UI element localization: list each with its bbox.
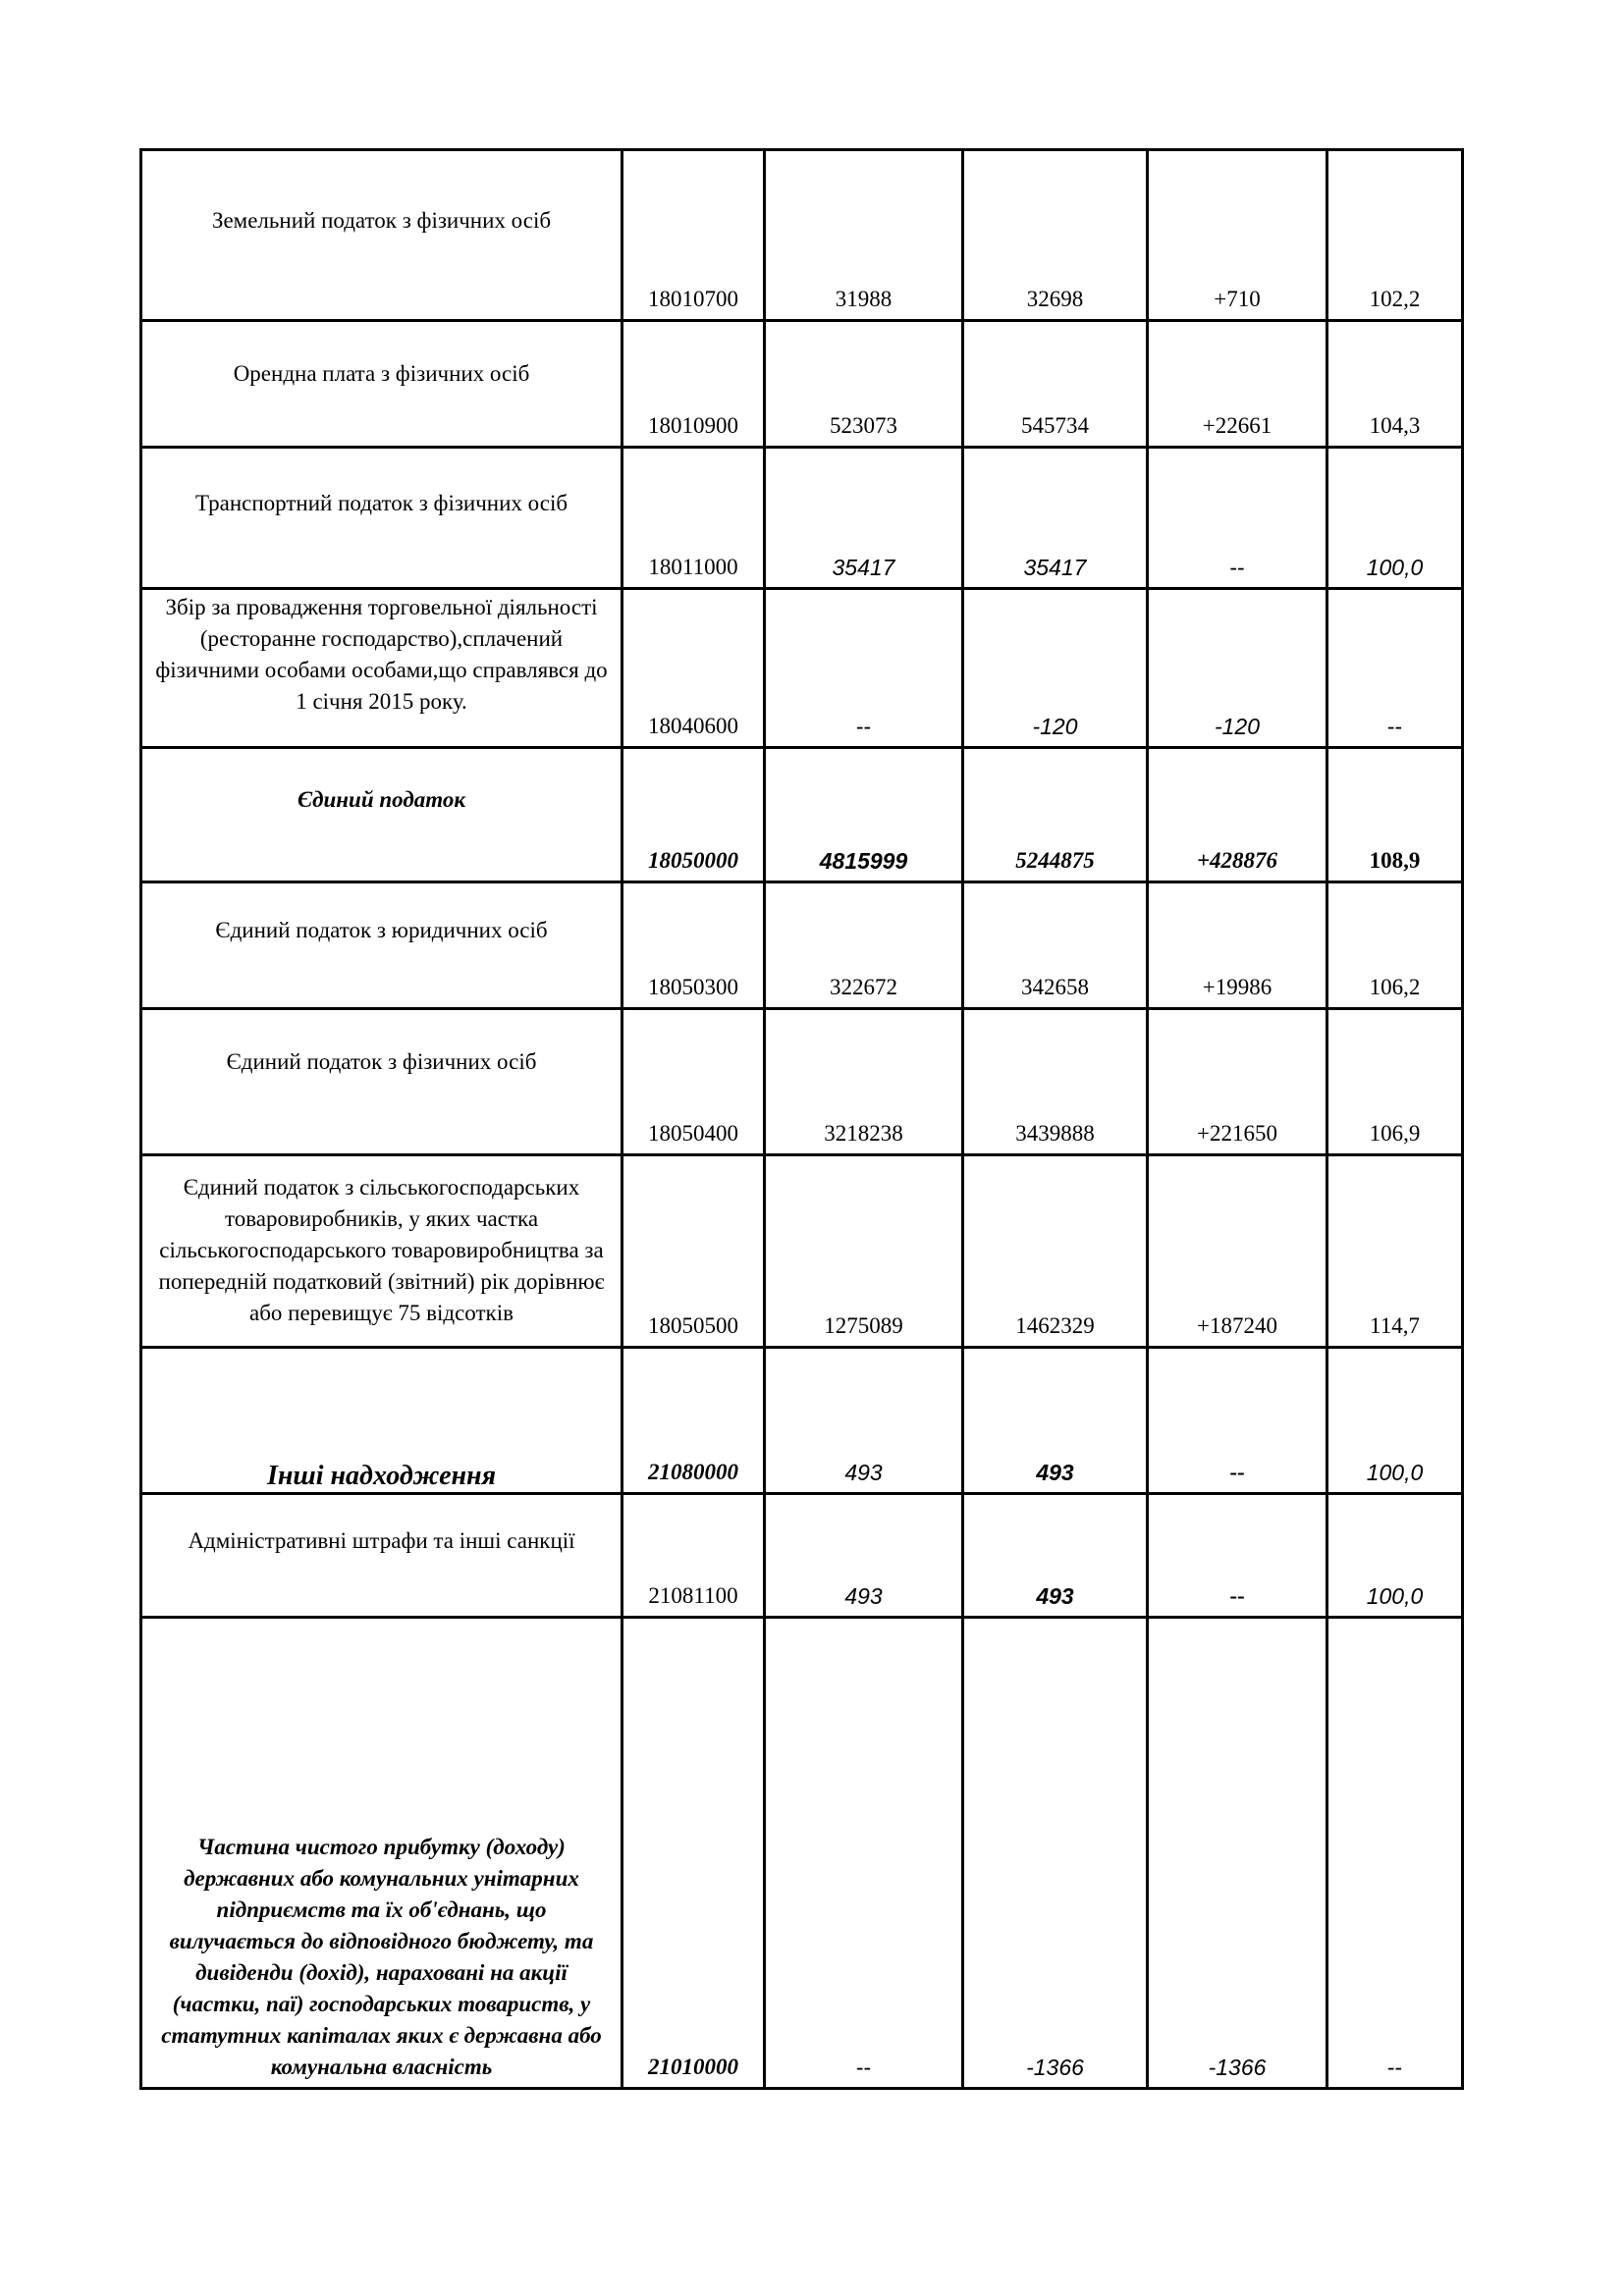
row-pct: 102,2 [1327,150,1463,321]
row-name: Інші надходження [266,1461,497,1491]
row-actual: 493 [963,1348,1148,1494]
row-code: 18050000 [623,748,765,882]
row-actual: -1366 [963,1618,1148,2089]
table-row [141,1348,1463,1494]
row-pct: -- [1327,1618,1463,2089]
row-name: Транспортний податок з фізичних осіб [194,490,568,515]
row-name: Єдиний податок з сільськогосподарських товаровиробників, у яких частка сільськогосподарського товаровиробництва за попередній податковий (звітний) рік дорівнює або перевищує 75 відсотків [158,1175,605,1325]
row-diff: +22661 [1148,321,1327,448]
row-plan: 523073 [765,321,963,448]
row-actual: 342658 [963,882,1148,1009]
row-plan: 493 [765,1494,963,1618]
row-actual: 1462329 [963,1155,1148,1348]
row-code: 18010700 [623,150,765,321]
row-actual: 545734 [963,321,1148,448]
row-plan: 3218238 [765,1009,963,1155]
row-name-cell [141,748,623,882]
row-name: Єдиний податок [297,787,466,812]
row-code: 21010000 [623,1618,765,2089]
row-pct: 108,9 [1327,748,1463,882]
table-row [141,150,1463,321]
table-row [141,882,1463,1009]
row-name: Адміністративні штрафи та інші санкції [188,1527,575,1553]
row-plan: 493 [765,1348,963,1494]
row-diff: +187240 [1148,1155,1327,1348]
row-pct: 106,2 [1327,882,1463,1009]
table-row [141,448,1463,589]
row-name-cell [141,882,623,1009]
row-code: 18050400 [623,1009,765,1155]
row-name: Єдиний податок з фізичних осіб [226,1049,537,1074]
row-pct: 114,7 [1327,1155,1463,1348]
row-code: 21081100 [623,1494,765,1618]
row-name: Єдиний податок з юридичних осіб [215,918,548,942]
row-name-cell [141,1155,623,1348]
row-code: 18040600 [623,589,765,748]
table-row [141,1155,1463,1348]
table-row [141,1618,1463,2089]
row-pct: 104,3 [1327,321,1463,448]
row-diff: -- [1148,448,1327,589]
row-actual: -120 [963,589,1148,748]
row-name-cell [141,150,623,321]
row-plan: 35417 [765,448,963,589]
row-name-cell [141,589,623,748]
row-diff: -120 [1148,589,1327,748]
row-actual: 493 [963,1494,1148,1618]
row-diff: +710 [1148,150,1327,321]
table-row [141,1009,1463,1155]
row-diff: +221650 [1148,1009,1327,1155]
row-plan: -- [765,1618,963,2089]
row-diff: -1366 [1148,1618,1327,2089]
row-actual: 35417 [963,448,1148,589]
row-plan: 4815999 [765,748,963,882]
row-plan: 1275089 [765,1155,963,1348]
row-actual: 32698 [963,150,1148,321]
table-row [141,321,1463,448]
row-name-cell [141,448,623,589]
row-plan: -- [765,589,963,748]
row-diff: +428876 [1148,748,1327,882]
row-pct: 100,0 [1327,1494,1463,1618]
table-row [141,748,1463,882]
row-pct: 106,9 [1327,1009,1463,1155]
row-name: Орендна плата з фізичних осіб [233,361,530,386]
row-diff: -- [1148,1348,1327,1494]
row-actual: 5244875 [963,748,1148,882]
row-code: 21080000 [623,1348,765,1494]
table-row [141,589,1463,748]
row-actual: 3439888 [963,1009,1148,1155]
row-name-cell [141,1618,623,2089]
row-plan: 322672 [765,882,963,1009]
row-plan: 31988 [765,150,963,321]
row-pct: -- [1327,589,1463,748]
row-code: 18010900 [623,321,765,448]
table-row [141,1494,1463,1618]
row-name-cell [141,1494,623,1618]
row-name: Частина чистого прибутку (доходу) державних або комунальних унітарних підприємств та їх об'єднань, що вилучається до відповідного бюджету, та дивіденди (дохід), нараховані на акції (частки, паї) господарських товариств, у статутних капіталах яких є державна або комунальна власність [161,1835,602,2079]
row-diff: -- [1148,1494,1327,1618]
row-name-cell [141,321,623,448]
row-pct: 100,0 [1327,448,1463,589]
row-diff: +19986 [1148,882,1327,1009]
row-name: Земельний податок з фізичних осіб [211,207,552,233]
row-code: 18050500 [623,1155,765,1348]
row-name-cell [141,1348,623,1494]
row-pct: 100,0 [1327,1348,1463,1494]
row-code: 18011000 [623,448,765,589]
row-name: Збір за провадження торговельної діяльності (ресторанне господарство),сплачений фізичними особами особами,що справлявся до 1 січня 2015 року. [155,595,608,714]
row-name-cell [141,1009,623,1155]
revenue-table [139,148,1464,2090]
row-code: 18050300 [623,882,765,1009]
